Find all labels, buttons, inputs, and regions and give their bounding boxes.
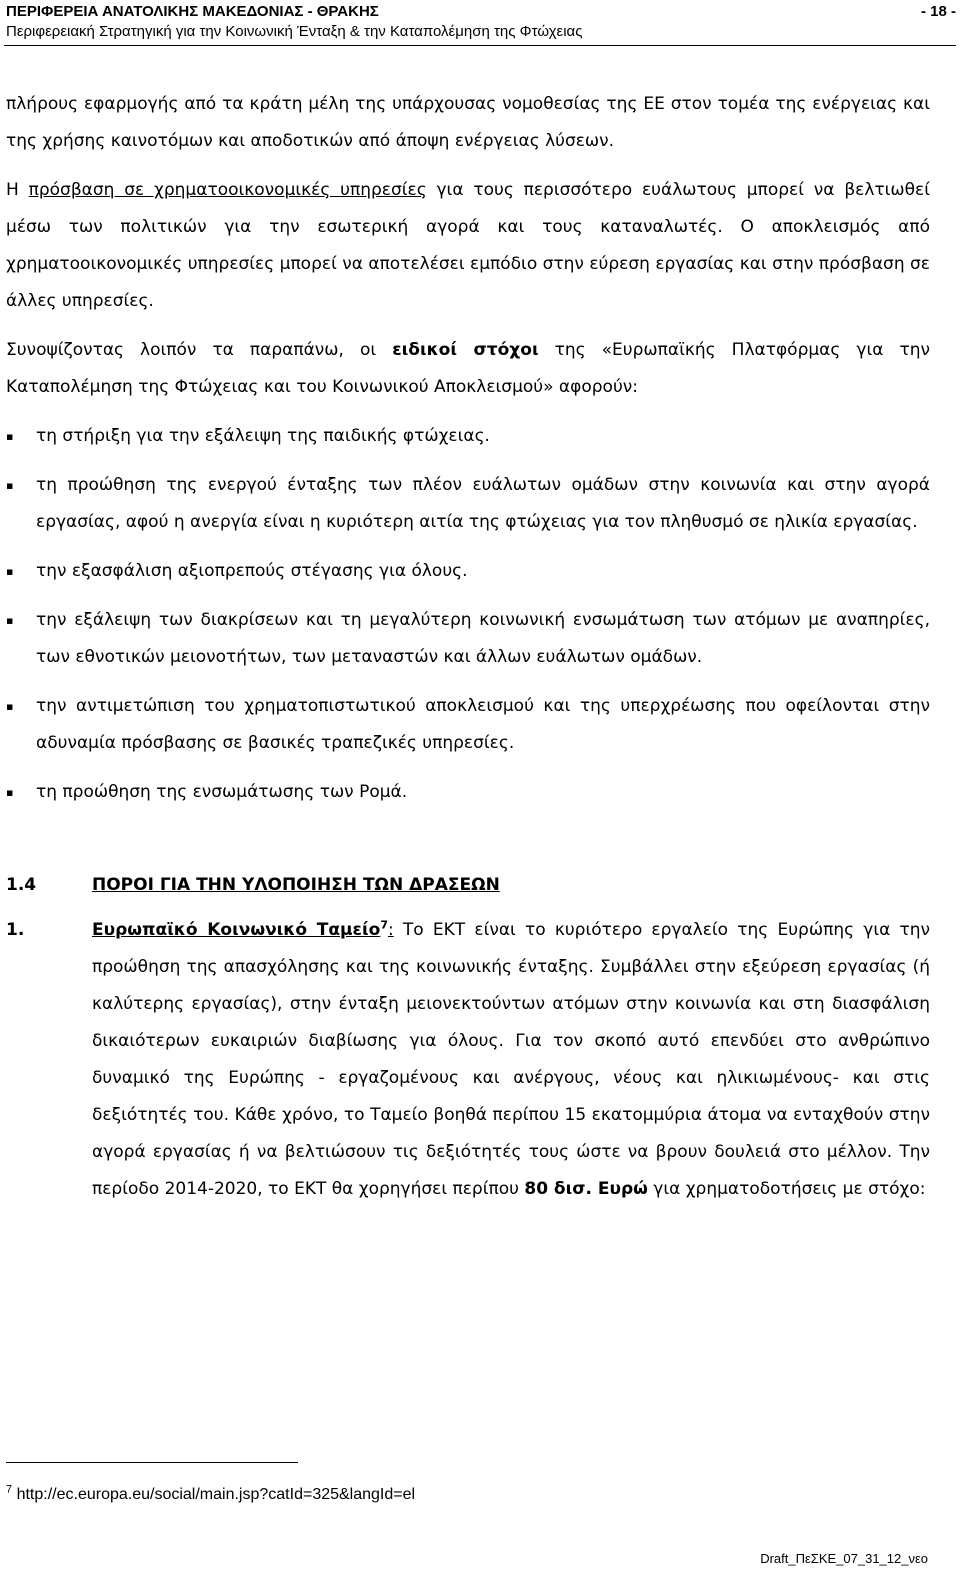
bullet-icon: ▪ (6, 430, 14, 443)
section-title: ΠΟΡΟΙ ΓΙΑ ΤΗΝ ΥΛΟΠΟΙΗΣΗ ΤΩΝ ΔΡΑΣΕΩΝ (92, 875, 500, 895)
header-divider (4, 45, 956, 46)
bullet-item (6, 418, 930, 455)
footnote-number: 7 (6, 1483, 13, 1496)
section-number: 1.4 (6, 875, 37, 895)
bullet-item (6, 602, 930, 676)
paragraph: Η πρόσβαση σε χρηματοοικονομικές υπηρεσίες για τους περισσότερο ευάλωτους μπορεί να βελτιωθεί μέσω των πολιτικών για την εσωτερική αγορά και τους καταναλωτές. Ο αποκλεισμός από χρηματοοικονομικές υπηρεσίες μπορεί να αποτελέσει εμπόδιο στην εύρεση εργασίας και στην πρόσβαση σε άλλες υπηρεσίες. (6, 180, 931, 311)
bullet-icon: ▪ (6, 479, 14, 492)
numbered-item (6, 912, 930, 1208)
page-header (6, 2, 956, 42)
bullet-text: τη προώθηση της ενεργού ένταξης των πλέον ευάλωτων ομάδων στην κοινωνία και στην αγορά εργασίας, αφού η ανεργία είναι η κυριότερη αιτία της φτώχειας για τον πληθυσμό σε ηλικία εργασίας. (36, 475, 930, 532)
bullet-icon: ▪ (6, 786, 14, 799)
bullet-icon: ▪ (6, 700, 14, 713)
bullet-icon: ▪ (6, 614, 14, 627)
document-body (6, 86, 930, 1208)
bullet-item (6, 553, 930, 590)
bullet-text: την αντιμετώπιση του χρηματοπιστωτικού αποκλεισμού και της υπερχρέωσης που οφείλονται στην αδυναμία πρόσβασης σε βασικές τραπεζικές υπηρεσίες. (36, 696, 930, 753)
bold-amount: 80 δισ. Ευρώ (524, 1179, 648, 1199)
item-text: Ευρωπαϊκό Κοινωνικό Ταμείο$^7$: Το ΕΚΤ είναι το κυριότερο εργαλείο της Ευρώπης για την προώθηση της απασχόλησης και της κοινωνικής ένταξης. Συμβάλλει στην εξεύρεση εργασίας (ή καλύτερης εργασίας), στην ένταξη μειονεκτούντων ατόμων στην κοινωνία και στη διασφάλιση δικαιότερων ευκαιριών διαβίωσης για όλους. Για τον σκοπό αυτό επενδύει στο ανθρώπινο δυναμικό της Ευρώπης - εργαζομένους και ανέργους, νέους και ηλικιωμένους- και στις δεξιότητές του. Κάθε χρόνο, το Ταμείο βοηθά περίπου 15 εκατομμύρια άτομα να ενταχθούν στην αγορά εργασίας ή να βελτιώσουν τις δεξιότητές τους ώστε να βρουν δουλειά στο μέλλον. Την περίοδο 2014-2020, το ΕΚΤ θα χορηγήσει περίπου 80 δισ. Ευρώ για χρηματοδοτήσεις με στόχο: (92, 918, 930, 1199)
item-number: 1. (6, 920, 25, 940)
bullet-text: τη προώθηση της ενσωμάτωσης των Ρομά. (36, 782, 408, 802)
bullet-icon: ▪ (6, 565, 14, 578)
bullet-text: την εξασφάλιση αξιοπρεπούς στέγασης για όλους. (36, 561, 468, 581)
bullet-text: τη στήριξη για την εξάλειψη της παιδικής φτώχειας. (36, 426, 490, 446)
bullet-item (6, 688, 930, 762)
header-title: ΠΕΡΙΦΕΡΕΙΑ ΑΝΑΤΟΛΙΚΗΣ ΜΑΚΕΔΟΝΙΑΣ - ΘΡΑΚΗΣ (6, 3, 379, 20)
paragraph: πλήρους εφαρμογής από τα κράτη μέλη της υπάρχουσας νομοθεσίας της ΕΕ στον τομέα της ενέργειας και της χρήσης καινοτόμων και αποδοτικών από άποψη ενέργειας λύσεων. (6, 94, 930, 151)
bullet-item (6, 774, 930, 811)
header-subtitle: Περιφερειακή Στρατηγική για την Κοινωνική Ένταξη & την Καταπολέμηση της Φτώχειας (6, 23, 583, 40)
bullet-item (6, 467, 930, 541)
footnote (6, 1483, 416, 1504)
section-heading (6, 867, 930, 904)
bullet-text: την εξάλειψη των διακρίσεων και τη μεγαλύτερη κοινωνική ενσωμάτωση των ατόμων με αναπηρίες, των εθνοτικών μειονοτήτων, των μεταναστών και άλλων ευάλωτων ομάδων. (36, 610, 930, 667)
underlined-phrase: πρόσβαση σε χρηματοοικονομικές υπηρεσίες (28, 180, 427, 200)
paragraph: Συνοψίζοντας λοιπόν τα παραπάνω, οι ειδικοί στόχοι της «Ευρωπαϊκής Πλατφόρμας για την Καταπολέμηση της Φτώχειας και του Κοινωνικού Αποκλεισμού» αφορούν: (6, 340, 930, 397)
draft-label: Draft_ΠεΣΚΕ_07_31_12_νεο (760, 1551, 928, 1566)
footnote-link[interactable]: http://ec.europa.eu/social/main.jsp?catId=325&langId=el (16, 1486, 416, 1503)
page-number: - 18 - (920, 3, 956, 20)
bold-phrase: ειδικοί στόχοι (392, 340, 539, 360)
footnote-reference[interactable]: 7 (380, 918, 388, 932)
item-label: Ευρωπαϊκό Κοινωνικό Ταμείο (92, 920, 381, 940)
footnote-divider (6, 1462, 298, 1463)
